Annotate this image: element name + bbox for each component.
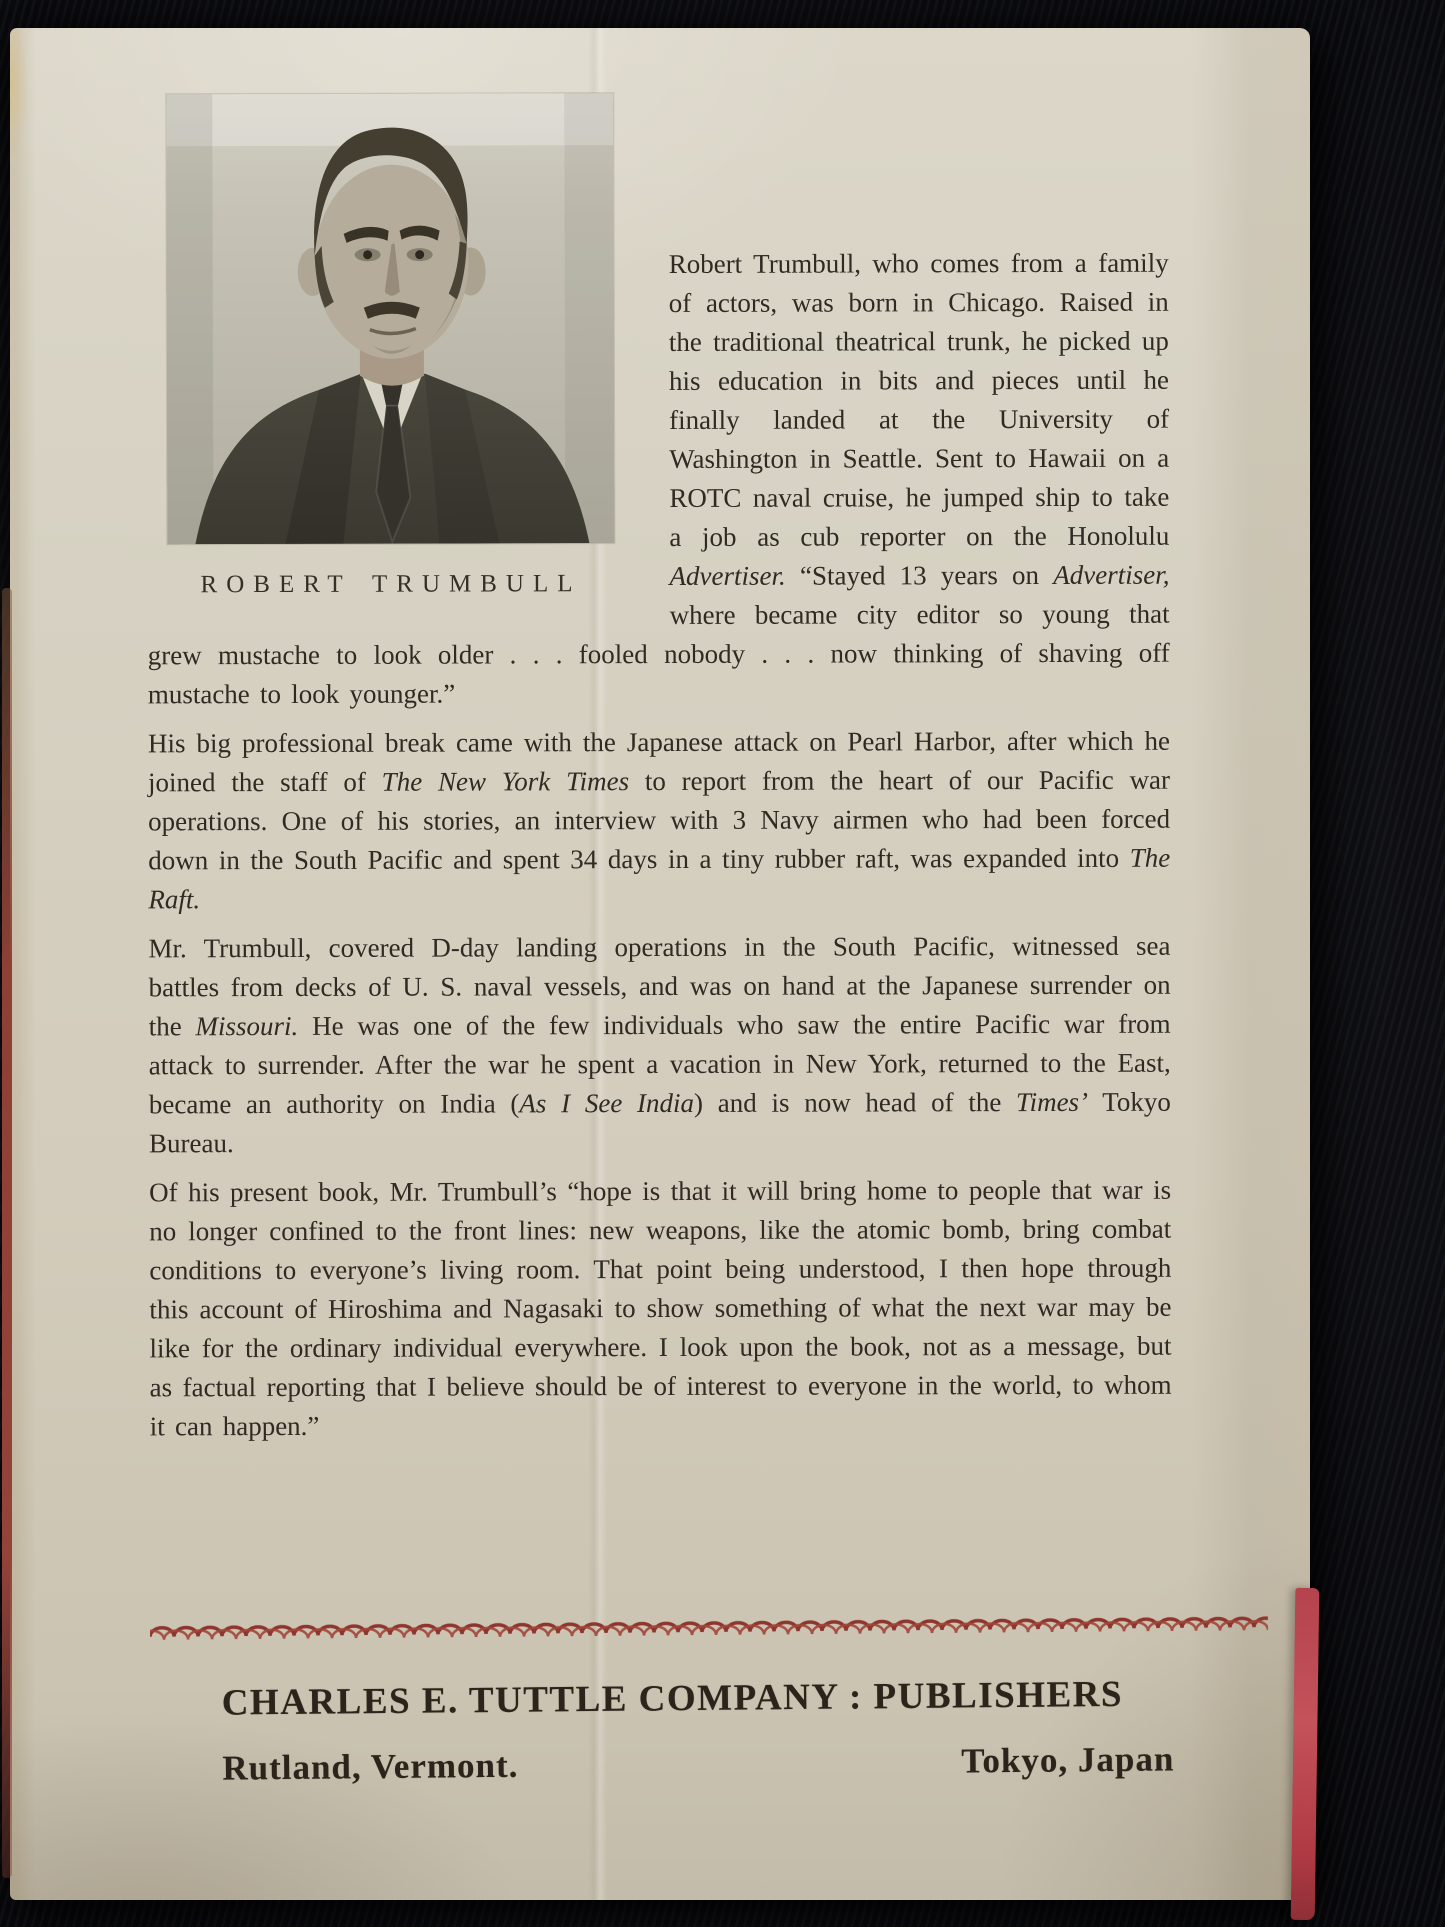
bio-paragraph-2: His big professional break came with the Japanese attack on Pearl Harbor, after which he joined the staff of The New York Times to report from the heart of our Pacific war operations. One of his stories, an interview with 3 Navy airmen who had been forced down in the South Pacific and spent 34 days in a tiny rubber raft, was expanded into The Raft.	[147, 725, 1171, 915]
author-photo-block	[166, 93, 614, 634]
publisher-name: CHARLES E. TUTTLE COMPANY : PUBLISHERS	[221, 1673, 1124, 1724]
red-spine-edge	[1291, 1588, 1320, 1920]
publisher-block	[222, 1671, 1175, 1788]
front-cover-red-edge-left	[2, 588, 12, 1878]
bio-paragraph-1: Robert Trumbull, who comes from a family of actors, was born in Chicago. Raised in the traditional theatrical trunk, he picked up his education in bits and pieces until he finally landed at the University of Washington in Seattle. Sent to Hawaii on a ROTC naval cruise, he jumped ship to take a job as cub reporter on the Honolulu Advertiser. “Stayed 13 years on Advertiser, where became city editor so young that grew mustache to look older . . . fooled nobody . . . now thinking of shaving off mustache to look younger.”	[147, 247, 1170, 710]
publisher-locations	[222, 1739, 1174, 1788]
publisher-location-left: Rutland, Vermont.	[222, 1745, 519, 1788]
bio-text-block	[146, 92, 1172, 1447]
wavy-divider-graphic	[150, 1609, 1268, 1645]
wavy-divider	[150, 1609, 1268, 1645]
publisher-location-right: Tokyo, Japan	[961, 1739, 1175, 1781]
portrait-illustration	[166, 93, 614, 544]
bio-paragraph-4: Of his present book, Mr. Trumbull’s “hope is that it will bring home to people that war is no longer confined to the front lines: new weapons, like the atomic bomb, bring combat conditions to everyone’s living room. That point being understood, I then hope through this account of Hiroshima and Nagasaki to show something of what the next war may be like for the ordinary individual everywhere. I look upon the book, not as a message, but as factual reporting that I believe should be of interest to everyone in the world, to whom it can happen.”	[149, 1174, 1172, 1442]
bio-paragraph-3: Mr. Trumbull, covered D-day landing operations in the South Pacific, witnessed sea battles from decks of U. S. naval vessels, and was on hand at the Japanese surrender on the Missouri. He was one of the few individuals who saw the entire Pacific war from attack to surrender. After the war he spent a vacation in New York, returned to the East, became an authority on India (As I See India) and is now head of the Times’ Tokyo Bureau.	[148, 930, 1171, 1159]
photo-caption: ROBERT TRUMBULL	[200, 570, 582, 599]
book-back-cover	[10, 28, 1310, 1900]
author-portrait-photo	[166, 93, 614, 544]
